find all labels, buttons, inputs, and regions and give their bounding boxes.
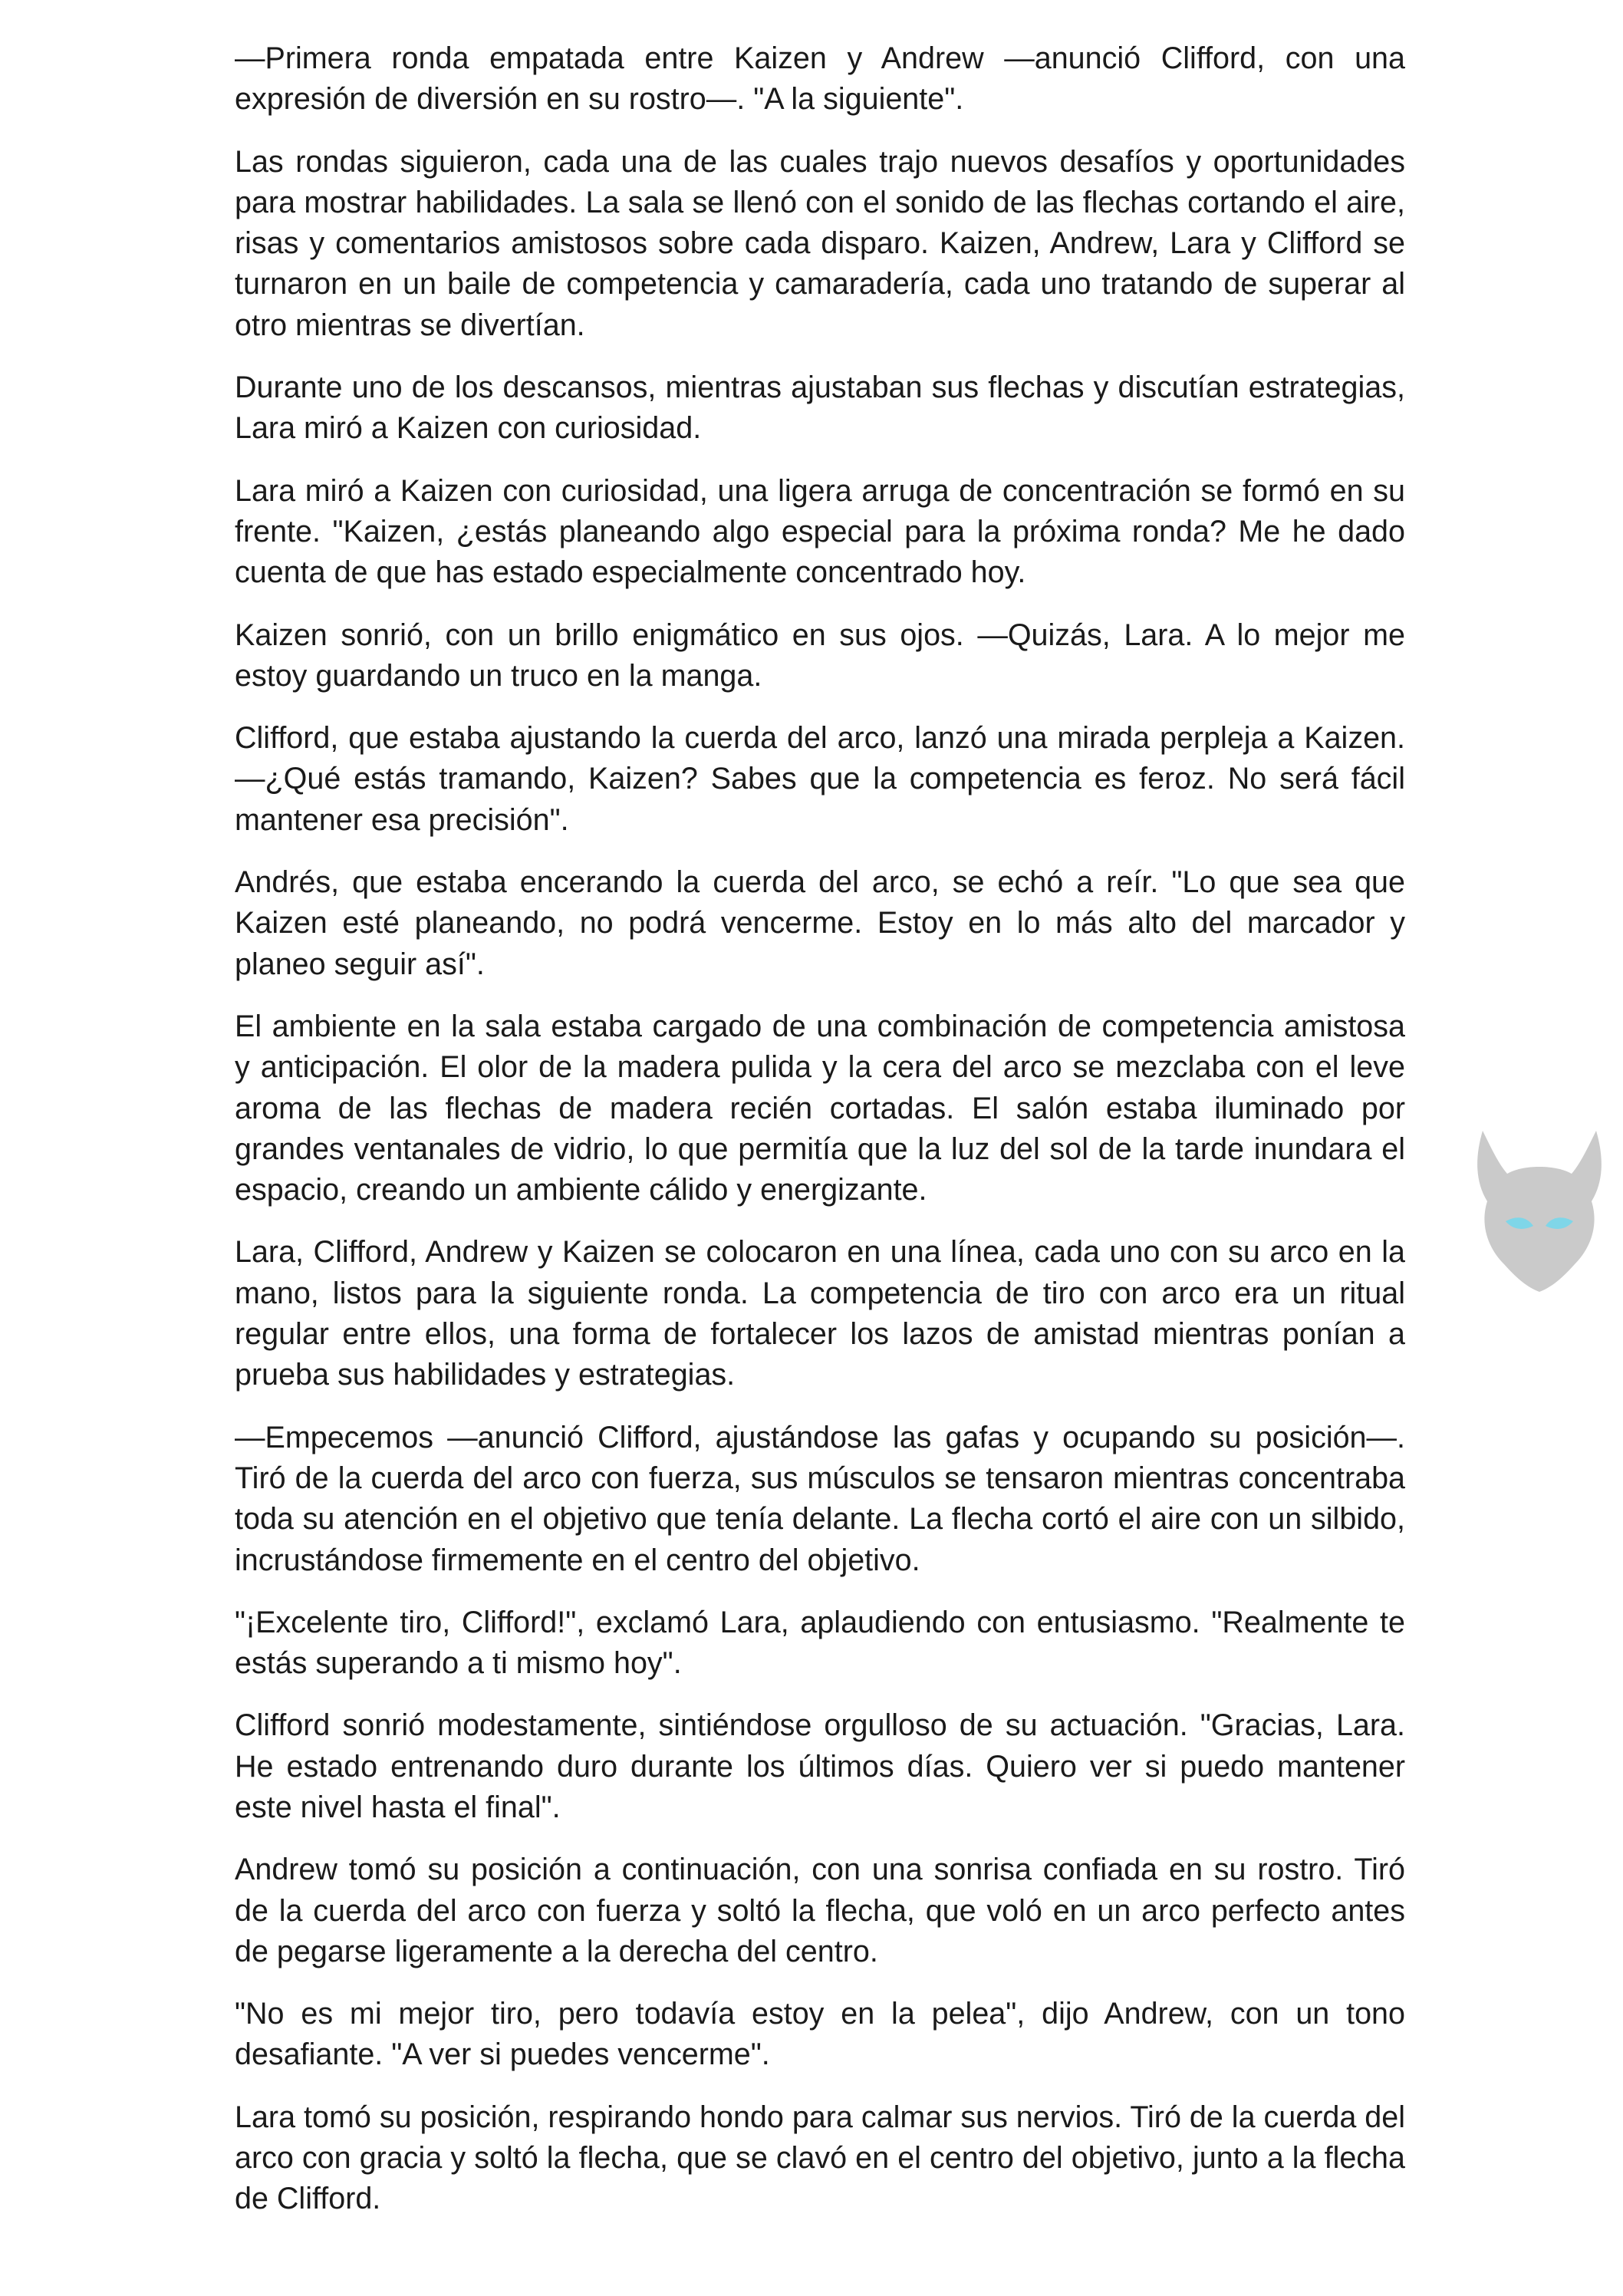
paragraph: —Primera ronda empatada entre Kaizen y Andrew —anunció Clifford, con una expresión de diversión en su rostro—. "A la siguiente".: [235, 41, 1405, 117]
paragraph: Las rondas siguieron, cada una de las cuales trajo nuevos desafíos y oportunidades para mostrar habilidades. La sala se llenó con el sonido de las flechas cortando el aire, risas y comentarios amistosos sobre cada disparo. Kaizen, Andrew, Lara y Clifford se turnaron en un baile de competencia y camaradería, cada uno tratando de superar al otro mientras se divertían.: [235, 144, 1405, 342]
paragraph: El ambiente en la sala estaba cargado de una combinación de competencia amistosa y anticipación. El olor de la madera pulida y la cera del arco se mezclaba con el leve aroma de las flechas de madera recién cortadas. El salón estaba iluminado por grandes ventanales de vidrio, lo que permitía que la luz del sol de la tarde inundara el espacio, creando un ambiente cálido y energizante.: [235, 1009, 1405, 1207]
paragraph: "No es mi mejor tiro, pero todavía estoy en la pelea", dijo Andrew, con un tono desafiante. "A ver si puedes vencerme".: [235, 1997, 1405, 2072]
paragraph: Clifford sonrió modestamente, sintiéndose orgulloso de su actuación. "Gracias, Lara. He estado entrenando duro durante los últimos días. Quiero ver si puedo mantener este nivel hasta el final".: [235, 1708, 1405, 1824]
paragraph: Kaizen sonrió, con un brillo enigmático en sus ojos. —Quizás, Lara. A lo mejor me estoy guardando un truco en la manga.: [235, 618, 1405, 693]
paragraph: Andrew tomó su posición a continuación, con una sonrisa confiada en su rostro. Tiró de la cuerda del arco con fuerza y soltó la flecha, que voló en un arco perfecto antes de pegarse ligeramente a la derecha del centro.: [235, 1853, 1405, 1968]
paragraph: Clifford, que estaba ajustando la cuerda del arco, lanzó una mirada perpleja a Kaizen. —¿Qué estás tramando, Kaizen? Sabes que la competencia es feroz. No será fácil mantener esa precisión".: [235, 721, 1405, 837]
horned-head-logo-icon: [1469, 1126, 1610, 1293]
body-text: [235, 38, 1405, 2242]
paragraph: Lara, Clifford, Andrew y Kaizen se colocaron en una línea, cada uno con su arco en la mano, listos para la siguiente ronda. La competencia de tiro con arco era un ritual regular entre ellos, una forma de fortalecer los lazos de amistad mientras ponían a prueba sus habilidades y estrategias.: [235, 1235, 1405, 1392]
paragraph: Lara miró a Kaizen con curiosidad, una ligera arruga de concentración se formó en su frente. "Kaizen, ¿estás planeando algo especial para la próxima ronda? Me he dado cuenta de que has estado especialmente concentrado hoy.: [235, 473, 1405, 590]
paragraph: Andrés, que estaba encerando la cuerda del arco, se echó a reír. "Lo que sea que Kaizen esté planeando, no podrá vencerme. Estoy en lo más alto del marcador y planeo seguir así".: [235, 865, 1405, 981]
paragraph: —Empecemos —anunció Clifford, ajustándose las gafas y ocupando su posición—. Tiró de la cuerda del arco con fuerza, sus músculos se tensaron mientras concentraba toda su atención en el objetivo que tenía delante. La flecha cortó el aire con un silbido, incrustándose firmemente en el centro del objetivo.: [235, 1420, 1405, 1577]
head-silhouette: [1477, 1131, 1602, 1292]
paragraph: "¡Excelente tiro, Clifford!", exclamó Lara, aplaudiendo con entusiasmo. "Realmente te estás superando a ti mismo hoy".: [235, 1605, 1405, 1681]
paragraph: Durante uno de los descansos, mientras ajustaban sus flechas y discutían estrategias, Lara miró a Kaizen con curiosidad.: [235, 371, 1405, 446]
paragraph: Lara tomó su posición, respirando hondo para calmar sus nervios. Tiró de la cuerda del arco con gracia y soltó la flecha, que se clavó en el centro del objetivo, junto a la flecha de Clifford.: [235, 2100, 1405, 2216]
